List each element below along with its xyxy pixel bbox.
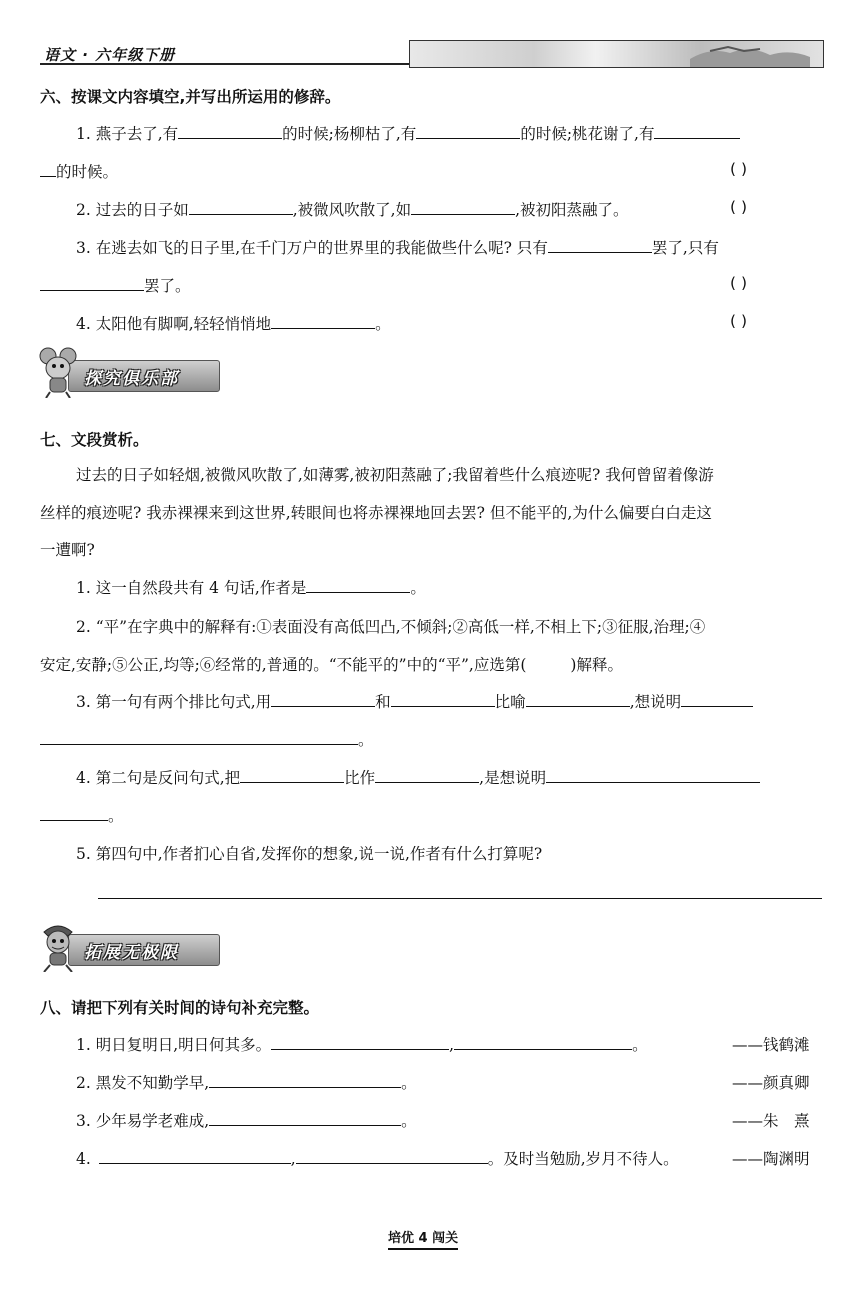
s6-q2-text-a: 2. 过去的日子如	[76, 201, 189, 219]
s7-q1-text-a: 1. 这一自然段共有 4 句话,作者是	[76, 579, 307, 597]
s7-q3-text-b: 和	[375, 693, 391, 711]
s7-q2-text-c: )解释。	[570, 656, 623, 674]
s6-q3-text-c: 罢了。	[144, 277, 191, 295]
answer-line[interactable]	[98, 898, 822, 899]
s8-q1-sep: ,	[449, 1036, 455, 1054]
s8-q4-end: 。及时当勉励,岁月不待人。	[487, 1150, 679, 1168]
monkey-mascot-icon	[38, 920, 80, 972]
s7-q3-text-a: 3. 第一句有两个排比句式,用	[76, 693, 272, 711]
s7-q3-line1	[76, 690, 753, 712]
rhetoric-answer-paren[interactable]: ( )	[730, 274, 748, 292]
s7-q4-line2	[40, 804, 124, 826]
page-footer: 培优 4 闯关	[388, 1227, 458, 1250]
s8-q4-sep: ,	[290, 1150, 296, 1168]
s7-q4-line1	[76, 766, 760, 788]
rhetoric-answer-paren[interactable]: ( )	[730, 160, 748, 178]
section-6-title: 六、按课文内容填空,并写出所运用的修辞。	[40, 88, 341, 106]
poem-author: ——陶渊明	[732, 1150, 810, 1168]
answer-blank[interactable]	[178, 124, 282, 139]
poem-author: ——钱鹤滩	[732, 1036, 810, 1054]
s6-q1-line1	[76, 122, 740, 144]
s7-q1-text-b: 。	[410, 579, 426, 597]
s6-q3-line2	[40, 274, 191, 296]
answer-blank[interactable]	[209, 1111, 401, 1126]
s6-q1-text-d: 的时候。	[56, 163, 119, 181]
answer-blank[interactable]	[271, 1035, 449, 1050]
s6-q3-line1	[76, 236, 719, 258]
answer-blank[interactable]	[548, 238, 652, 253]
passage-line: 丝样的痕迹呢? 我赤裸裸来到这世界,转眼间也将赤裸裸地回去罢? 但不能平的,为什么偏要白白走这	[40, 504, 712, 522]
s7-q3-text-c: 比喻	[494, 693, 526, 711]
banner-label: 探究俱乐部	[84, 369, 179, 389]
rhetoric-answer-paren[interactable]: ( )	[730, 312, 748, 330]
answer-blank[interactable]	[416, 124, 520, 139]
answer-blank[interactable]	[209, 1073, 401, 1088]
s6-q1-line2	[40, 160, 118, 182]
s6-q3-text-b: 罢了,只有	[651, 239, 719, 257]
poem-author: ——颜真卿	[732, 1074, 810, 1092]
header-decoration	[409, 40, 824, 68]
answer-blank[interactable]	[296, 1149, 488, 1164]
s8-q1-end: 。	[632, 1036, 648, 1054]
answer-blank[interactable]	[271, 314, 375, 329]
s8-q3	[76, 1109, 417, 1131]
s8-q2-text: 2. 黑发不知勤学早,	[76, 1074, 210, 1092]
passage-line: 一遭啊?	[40, 541, 95, 559]
s7-q2-line1: 2. “平”在字典中的解释有:①表面没有高低凹凸,不倾斜;②高低一样,不相上下;③征服,治理;④	[76, 618, 706, 636]
answer-blank[interactable]	[189, 200, 293, 215]
answer-blank[interactable]	[240, 768, 344, 783]
mouse-mascot-icon	[38, 346, 80, 398]
banner-label: 拓展无极限	[84, 943, 179, 963]
s8-q2	[76, 1071, 417, 1093]
s7-q4-text-c: ,是想说明	[479, 769, 547, 787]
s6-q4	[76, 312, 391, 334]
header-title: 语文 · 六年级下册	[44, 46, 176, 64]
banner-expand-unlimited	[38, 920, 218, 972]
s6-q1-text-c: 的时候;桃花谢了,有	[520, 125, 655, 143]
s8-q1	[76, 1033, 648, 1055]
s8-q4-text: 4.	[76, 1150, 91, 1168]
answer-blank[interactable]	[40, 730, 358, 745]
s6-q1-text-b: 的时候;杨柳枯了,有	[282, 125, 417, 143]
s7-q3-text-d: ,想说明	[629, 693, 682, 711]
passage-line: 过去的日子如轻烟,被微风吹散了,如薄雾,被初阳蒸融了;我留着些什么痕迹呢? 我何曾留着像游	[76, 466, 714, 484]
answer-blank[interactable]	[654, 124, 740, 139]
s8-q1-text: 1. 明日复明日,明日何其多。	[76, 1036, 272, 1054]
answer-blank[interactable]	[411, 200, 515, 215]
answer-blank[interactable]	[391, 692, 495, 707]
s7-q4-text-b: 比作	[344, 769, 376, 787]
answer-blank[interactable]	[546, 768, 760, 783]
answer-blank[interactable]	[375, 768, 479, 783]
s7-q3-line2	[40, 728, 374, 750]
rhetoric-answer-paren[interactable]: ( )	[730, 198, 748, 216]
answer-blank[interactable]	[306, 578, 410, 593]
answer-blank[interactable]	[454, 1035, 632, 1050]
answer-blank[interactable]	[40, 806, 108, 821]
s6-q4-text-a: 4. 太阳他有脚啊,轻轻悄悄地	[76, 315, 272, 333]
s7-q5: 5. 第四句中,作者扪心自省,发挥你的想象,说一说,作者有什么打算呢?	[76, 845, 543, 863]
s6-q2	[76, 198, 629, 220]
s6-q2-text-b: ,被微风吹散了,如	[292, 201, 412, 219]
landscape-decoration-icon	[410, 41, 823, 67]
poem-author: ——朱 熹	[732, 1112, 810, 1130]
section-8-title: 八、请把下列有关时间的诗句补充完整。	[40, 999, 320, 1017]
s7-q2-line2	[40, 653, 623, 675]
s7-q4-text-d: 。	[108, 807, 124, 825]
s6-q2-text-c: ,被初阳蒸融了。	[515, 201, 629, 219]
answer-blank[interactable]	[681, 692, 753, 707]
s8-q2-end: 。	[401, 1074, 417, 1092]
s7-q1	[76, 576, 426, 598]
s8-q3-text: 3. 少年易学老难成,	[76, 1112, 210, 1130]
header-rule	[40, 63, 412, 65]
s7-q4-text-a: 4. 第二句是反问句式,把	[76, 769, 241, 787]
s8-q4	[76, 1147, 679, 1169]
answer-blank[interactable]	[99, 1149, 291, 1164]
answer-blank[interactable]	[40, 276, 144, 291]
s8-q3-end: 。	[401, 1112, 417, 1130]
s6-q3-text-a: 3. 在逃去如飞的日子里,在千门万户的世界里的我能做些什么呢? 只有	[76, 239, 548, 257]
banner-explore-club	[38, 346, 218, 398]
answer-blank[interactable]	[40, 162, 56, 177]
s7-q2-text-b: 安定,安静;⑤公正,均等;⑥经常的,普通的。“不能平的”中的“平”,应选第(	[40, 656, 527, 674]
s6-q1-text-a: 1. 燕子去了,有	[76, 125, 179, 143]
s6-q4-text-b: 。	[375, 315, 391, 333]
s7-q3-text-e: 。	[358, 731, 374, 749]
section-7-title: 七、文段赏析。	[40, 431, 149, 449]
answer-blank[interactable]	[271, 692, 375, 707]
answer-blank[interactable]	[526, 692, 630, 707]
